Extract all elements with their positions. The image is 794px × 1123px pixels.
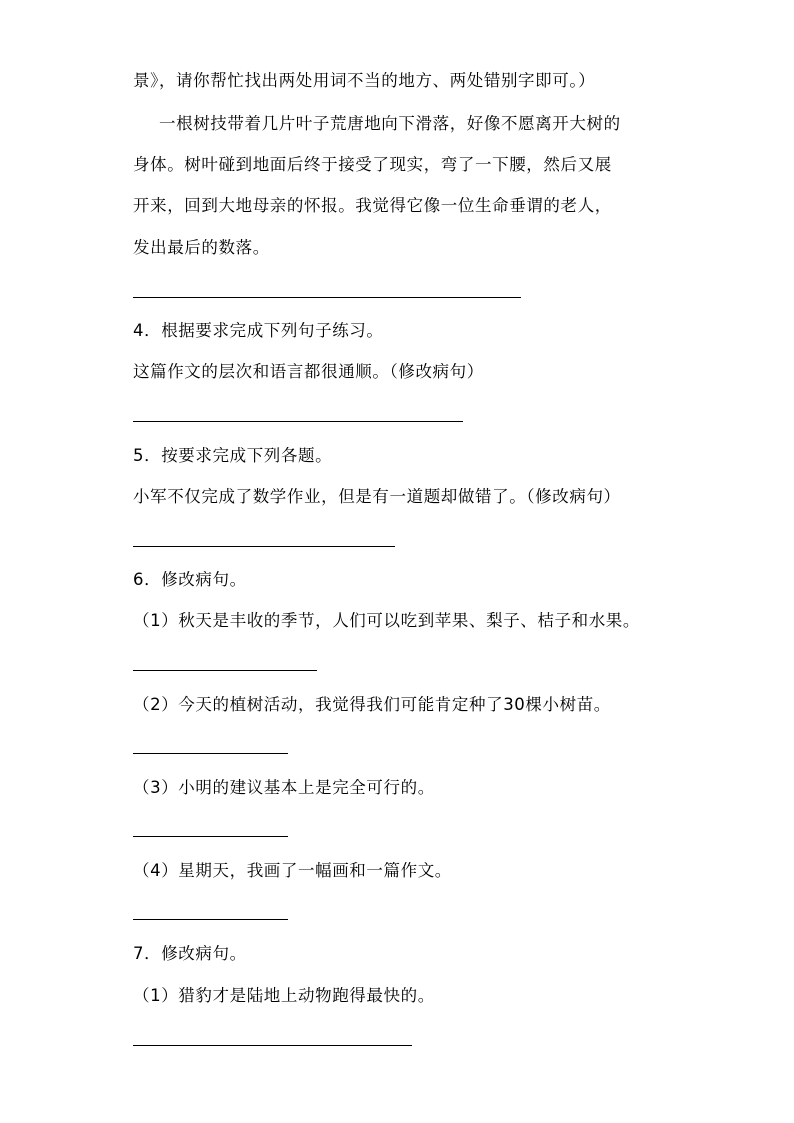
passage-line: 发出最后的数落。 <box>133 238 270 257</box>
question-7-item: （1）猎豹才是陆地上动物跑得最快的。 <box>133 986 435 1005</box>
answer-blank[interactable] <box>133 1045 412 1046</box>
question-6-item: （1）秋天是丰收的季节，人们可以吃到苹果、梨子、桔子和水果。 <box>133 611 640 630</box>
question-6-item: （2）今天的植树活动，我觉得我们可能肯定种了30棵小树苗。 <box>133 695 611 714</box>
answer-blank[interactable] <box>133 670 317 671</box>
question-6-item: （4）星期天，我画了一幅画和一篇作文。 <box>133 861 452 880</box>
passage-line: 身体。树叶碰到地面后终于接受了现实，弯了一下腰，然后又展 <box>133 155 612 174</box>
passage-line: 一根树技带着几片叶子荒唐地向下滑落，好像不愿离开大树的 <box>159 114 621 133</box>
question-5-sentence: 小军不仅完成了数学作业，但是有一道题却做错了。（修改病句） <box>133 487 621 506</box>
answer-blank[interactable] <box>133 297 521 298</box>
answer-blank[interactable] <box>133 546 395 547</box>
answer-blank[interactable] <box>133 919 288 920</box>
continued-instruction: 景》，请你帮忙找出两处用词不当的地方、两处错别字即可。） <box>133 71 596 90</box>
question-7-title: 7．修改病句。 <box>133 944 247 963</box>
question-6-title: 6．修改病句。 <box>133 570 247 589</box>
question-4-sentence: 这篇作文的层次和语言都很通顺。（修改病句） <box>133 362 484 381</box>
answer-blank[interactable] <box>133 836 288 837</box>
question-6-item: （3）小明的建议基本上是完全可行的。 <box>133 778 435 797</box>
answer-blank[interactable] <box>133 421 463 422</box>
answer-blank[interactable] <box>133 753 288 754</box>
passage-line: 开来，回到大地母亲的怀报。我觉得它像一位生命垂谓的老人， <box>133 196 612 215</box>
question-5-title: 5．按要求完成下列各题。 <box>133 446 333 465</box>
question-4-title: 4．根据要求完成下列句子练习。 <box>133 321 384 340</box>
